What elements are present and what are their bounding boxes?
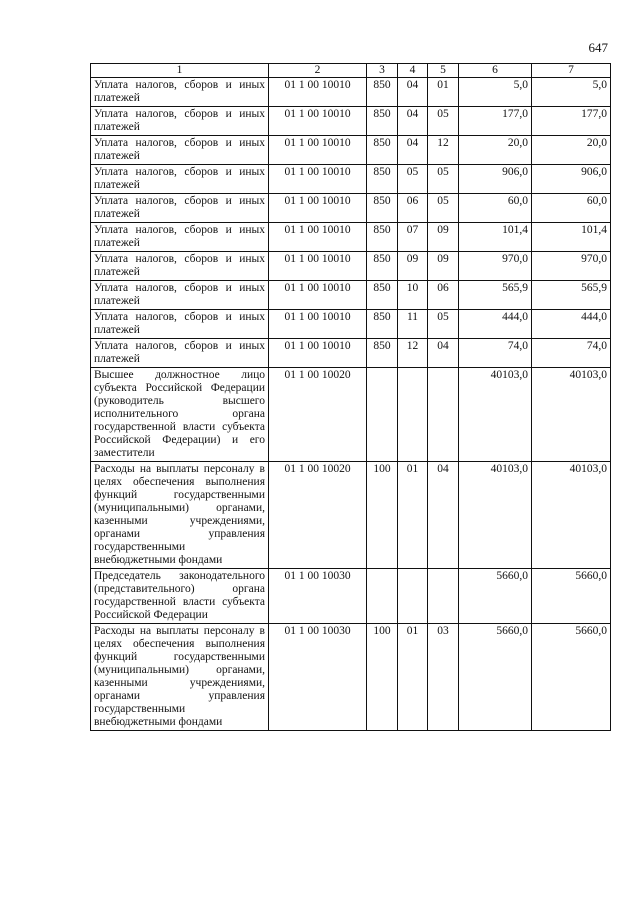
cell-name: Председатель законодательного (представительного) органа государственной власти субъекта Российской Федерации [91, 569, 269, 624]
cell-c3: 100 [367, 624, 398, 731]
cell-c7: 101,4 [532, 223, 611, 252]
cell-c5: 04 [428, 462, 459, 569]
cell-c6: 40103,0 [459, 368, 532, 462]
table-row [91, 339, 611, 368]
cell-c4 [398, 368, 428, 462]
cell-name: Уплата налогов, сборов и иных платежей [91, 78, 269, 107]
cell-name: Уплата налогов, сборов и иных платежей [91, 136, 269, 165]
column-header: 3 [367, 64, 398, 78]
table-row [91, 569, 611, 624]
cell-c6: 5,0 [459, 78, 532, 107]
cell-c6: 40103,0 [459, 462, 532, 569]
cell-c3 [367, 569, 398, 624]
cell-c3 [367, 368, 398, 462]
cell-c6: 177,0 [459, 107, 532, 136]
cell-code: 01 1 00 10010 [269, 252, 367, 281]
cell-c4: 10 [398, 281, 428, 310]
table-row [91, 194, 611, 223]
cell-code: 01 1 00 10010 [269, 107, 367, 136]
cell-c3: 850 [367, 194, 398, 223]
cell-c3: 850 [367, 165, 398, 194]
table-row [91, 165, 611, 194]
cell-c3: 850 [367, 252, 398, 281]
cell-c5: 01 [428, 78, 459, 107]
cell-c4: 04 [398, 107, 428, 136]
column-header: 1 [91, 64, 269, 78]
cell-c7: 906,0 [532, 165, 611, 194]
cell-name: Уплата налогов, сборов и иных платежей [91, 310, 269, 339]
column-header: 2 [269, 64, 367, 78]
cell-c5: 05 [428, 165, 459, 194]
cell-c4: 09 [398, 252, 428, 281]
table-row [91, 223, 611, 252]
cell-c7: 5,0 [532, 78, 611, 107]
cell-c4: 04 [398, 78, 428, 107]
cell-code: 01 1 00 10010 [269, 281, 367, 310]
cell-name: Уплата налогов, сборов и иных платежей [91, 194, 269, 223]
column-header: 6 [459, 64, 532, 78]
cell-c4: 04 [398, 136, 428, 165]
cell-c5: 03 [428, 624, 459, 731]
cell-c4: 01 [398, 462, 428, 569]
cell-c4: 11 [398, 310, 428, 339]
cell-c6: 101,4 [459, 223, 532, 252]
cell-c6: 444,0 [459, 310, 532, 339]
table-row [91, 107, 611, 136]
cell-name: Уплата налогов, сборов и иных платежей [91, 281, 269, 310]
cell-c7: 74,0 [532, 339, 611, 368]
cell-c7: 5660,0 [532, 569, 611, 624]
cell-c5: 06 [428, 281, 459, 310]
cell-c6: 906,0 [459, 165, 532, 194]
cell-c7: 20,0 [532, 136, 611, 165]
cell-c5: 12 [428, 136, 459, 165]
cell-code: 01 1 00 10020 [269, 368, 367, 462]
page-number: 647 [588, 40, 608, 55]
cell-c5: 09 [428, 252, 459, 281]
cell-c5: 05 [428, 194, 459, 223]
cell-c7: 565,9 [532, 281, 611, 310]
cell-c5 [428, 569, 459, 624]
cell-c6: 970,0 [459, 252, 532, 281]
cell-code: 01 1 00 10010 [269, 339, 367, 368]
cell-name: Высшее должностное лицо субъекта Российской Федерации (руководитель высшего исполнительного органа государственной власти субъекта Российской Федерации) и его заместители [91, 368, 269, 462]
cell-c7: 970,0 [532, 252, 611, 281]
cell-c3: 850 [367, 281, 398, 310]
cell-c5: 05 [428, 310, 459, 339]
cell-name: Уплата налогов, сборов и иных платежей [91, 339, 269, 368]
cell-c3: 850 [367, 107, 398, 136]
cell-name: Уплата налогов, сборов и иных платежей [91, 252, 269, 281]
cell-name: Уплата налогов, сборов и иных платежей [91, 223, 269, 252]
cell-c4: 06 [398, 194, 428, 223]
cell-code: 01 1 00 10010 [269, 78, 367, 107]
cell-c7: 5660,0 [532, 624, 611, 731]
cell-c7: 60,0 [532, 194, 611, 223]
cell-c5 [428, 368, 459, 462]
column-header: 5 [428, 64, 459, 78]
cell-name: Уплата налогов, сборов и иных платежей [91, 165, 269, 194]
cell-c3: 850 [367, 339, 398, 368]
column-header: 7 [532, 64, 611, 78]
cell-c6: 5660,0 [459, 569, 532, 624]
cell-c6: 60,0 [459, 194, 532, 223]
cell-code: 01 1 00 10010 [269, 194, 367, 223]
cell-c5: 05 [428, 107, 459, 136]
column-header: 4 [398, 64, 428, 78]
cell-c6: 20,0 [459, 136, 532, 165]
cell-code: 01 1 00 10020 [269, 462, 367, 569]
cell-name: Уплата налогов, сборов и иных платежей [91, 107, 269, 136]
cell-code: 01 1 00 10030 [269, 569, 367, 624]
table-header-row [91, 64, 611, 78]
cell-c7: 40103,0 [532, 368, 611, 462]
cell-c3: 850 [367, 136, 398, 165]
cell-c6: 5660,0 [459, 624, 532, 731]
table-row [91, 281, 611, 310]
cell-name: Расходы на выплаты персоналу в целях обеспечения выполнения функций государственными (муниципальными) органами, казенными учреждениями, органами управления государственными внебюджетными фондами [91, 462, 269, 569]
cell-c4: 12 [398, 339, 428, 368]
cell-c4 [398, 569, 428, 624]
cell-c4: 07 [398, 223, 428, 252]
cell-c7: 444,0 [532, 310, 611, 339]
cell-c4: 01 [398, 624, 428, 731]
cell-c3: 850 [367, 310, 398, 339]
cell-code: 01 1 00 10010 [269, 310, 367, 339]
table-row [91, 136, 611, 165]
cell-c6: 565,9 [459, 281, 532, 310]
cell-c3: 850 [367, 78, 398, 107]
table-row [91, 78, 611, 107]
budget-table [90, 63, 611, 731]
table-row [91, 310, 611, 339]
cell-c3: 100 [367, 462, 398, 569]
cell-code: 01 1 00 10010 [269, 223, 367, 252]
cell-c6: 74,0 [459, 339, 532, 368]
table-row [91, 252, 611, 281]
table-row [91, 624, 611, 731]
cell-code: 01 1 00 10010 [269, 165, 367, 194]
cell-c7: 177,0 [532, 107, 611, 136]
table-row [91, 368, 611, 462]
cell-code: 01 1 00 10030 [269, 624, 367, 731]
cell-c7: 40103,0 [532, 462, 611, 569]
cell-c5: 09 [428, 223, 459, 252]
table-row [91, 462, 611, 569]
cell-c5: 04 [428, 339, 459, 368]
cell-name: Расходы на выплаты персоналу в целях обеспечения выполнения функций государственными (муниципальными) органами, казенными учреждениями, органами управления государственными внебюджетными фондами [91, 624, 269, 731]
cell-code: 01 1 00 10010 [269, 136, 367, 165]
cell-c4: 05 [398, 165, 428, 194]
cell-c3: 850 [367, 223, 398, 252]
